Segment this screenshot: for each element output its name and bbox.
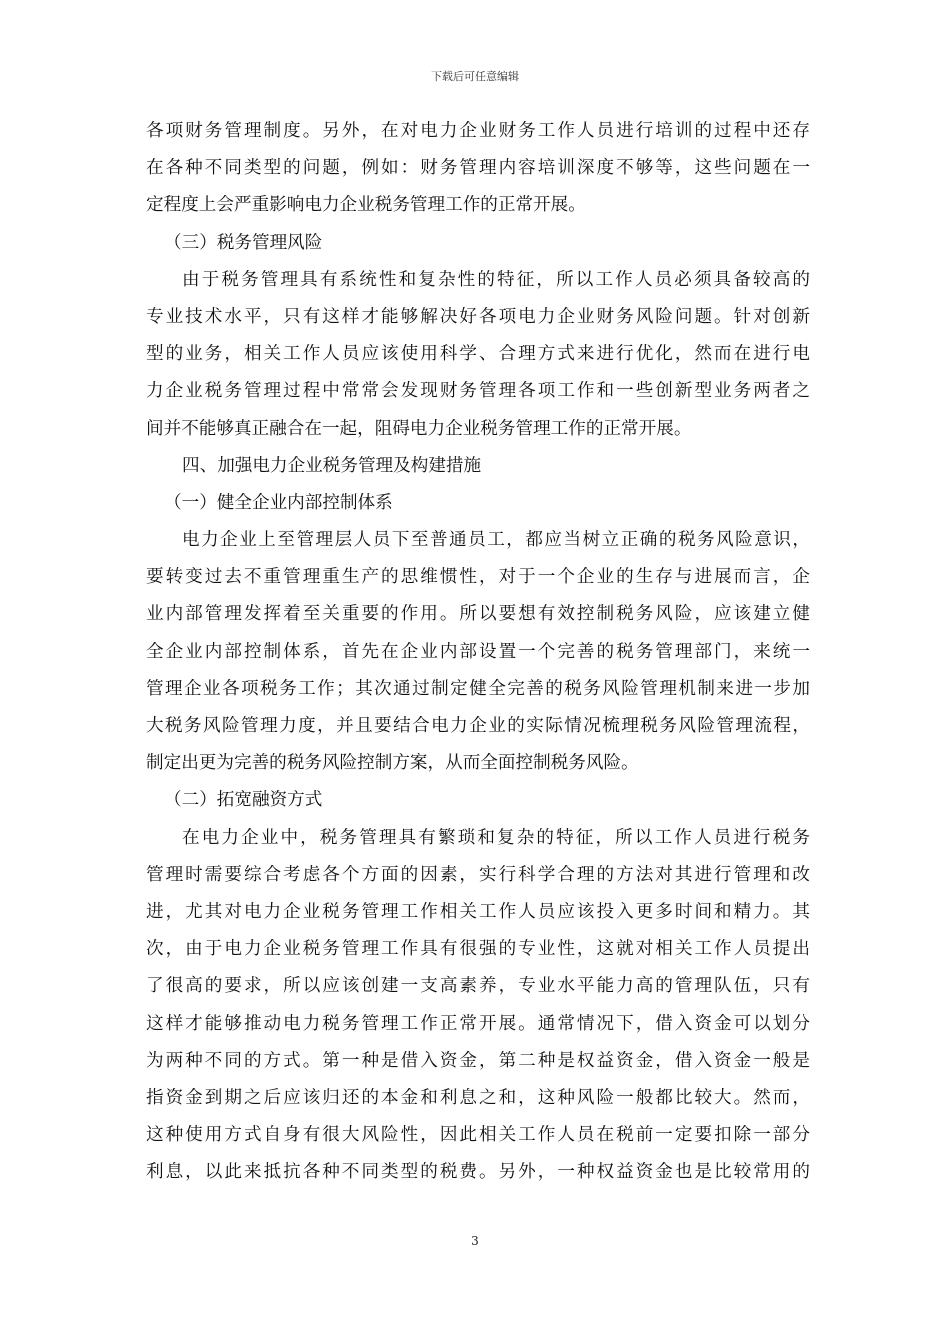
text-line: 利息，以此来抵抗各种不同类型的税费。另外，一种权益资金也是比较常用的 — [146, 1162, 810, 1183]
text-line: 次，由于电力企业税务管理工作具有很强的专业性，这就对相关工作人员提出 — [146, 939, 810, 960]
text-line: 这样才能够推动电力税务管理工作正常开展。通常情况下，借入资金可以划分 — [146, 1013, 810, 1034]
paragraph-first-line: 在电力企业中，税务管理具有繁琐和复杂的特征，所以工作人员进行税务 — [182, 827, 810, 848]
body-text — [146, 113, 810, 1191]
text-line: 大税务风险管理力度，并且要结合电力企业的实际情况梳理税务风险管理流程， — [146, 716, 810, 736]
section-heading: （二）拓宽融资方式 — [164, 790, 323, 811]
text-line: 管理时需要综合考虑各个方面的因素，实行科学合理的方法对其进行管理和改 — [146, 864, 810, 885]
text-line: 为两种不同的方式。第一种是借入资金，第二种是权益资金，借入资金一般是 — [146, 1050, 810, 1071]
page-number: 3 — [471, 1234, 479, 1248]
text-line: 进，尤其对电力企业税务管理工作相关工作人员应该投入更多时间和精力。其 — [146, 901, 810, 922]
text-line: 管理企业各项税务工作；其次通过制定健全完善的税务风险管理机制来进一步加 — [146, 678, 810, 699]
text-line: 这种使用方式自身有很大风险性，因此相关工作人员在税前一定要扣除一部分 — [146, 1125, 810, 1146]
text-line: 在各种不同类型的问题，例如：财务管理内容培训深度不够等，这些问题在一 — [146, 158, 810, 179]
page-header: 下载后可任意编辑 — [431, 70, 519, 83]
text-line: 间并不能够真正融合在一起，阻碍电力企业税务管理工作的正常开展。 — [146, 418, 692, 439]
section-heading: （一）健全企业内部控制体系 — [164, 492, 393, 513]
text-line: 力企业税务管理过程中常常会发现财务管理各项工作和一些创新型业务两者之 — [146, 381, 810, 402]
text-line: 要转变过去不重管理重生产的思维惯性，对于一个企业的生存与进展而言，企 — [146, 567, 810, 588]
text-line: 专业技术水平，只有这样才能够解决好各项电力企业财务风险问题。针对创新 — [146, 306, 810, 327]
chapter-heading: 四、加强电力企业税务管理及构建措施 — [182, 455, 482, 476]
text-line: 全企业内部控制体系，首先在企业内部设置一个完善的税务管理部门，来统一 — [146, 641, 810, 662]
text-line: 了很高的要求，所以应该创建一支高素养，专业水平能力高的管理队伍，只有 — [146, 976, 810, 997]
text-line: 制定出更为完善的税务风险控制方案，从而全面控制税务风险。 — [146, 753, 639, 774]
text-line: 业内部管理发挥着至关重要的作用。所以要想有效控制税务风险，应该建立健 — [146, 604, 810, 625]
text-line: 指资金到期之后应该归还的本金和利息之和，这种风险一般都比较大。然而， — [146, 1087, 810, 1108]
paragraph-first-line: 电力企业上至管理层人员下至普通员工，都应当树立正确的税务风险意识， — [182, 530, 810, 551]
text-line: 各项财务管理制度。另外，在对电力企业财务工作人员进行培训的过程中还存 — [146, 121, 810, 141]
text-line: 定程度上会严重影响电力企业税务管理工作的正常开展。 — [146, 195, 586, 216]
text-line: 型的业务，相关工作人员应该使用科学、合理方式来进行优化，然而在进行电 — [146, 344, 810, 365]
section-heading: （三）税务管理风险 — [164, 232, 323, 253]
paragraph-first-line: 由于税务管理具有系统性和复杂性的特征，所以工作人员必须具备较高的 — [182, 269, 810, 290]
